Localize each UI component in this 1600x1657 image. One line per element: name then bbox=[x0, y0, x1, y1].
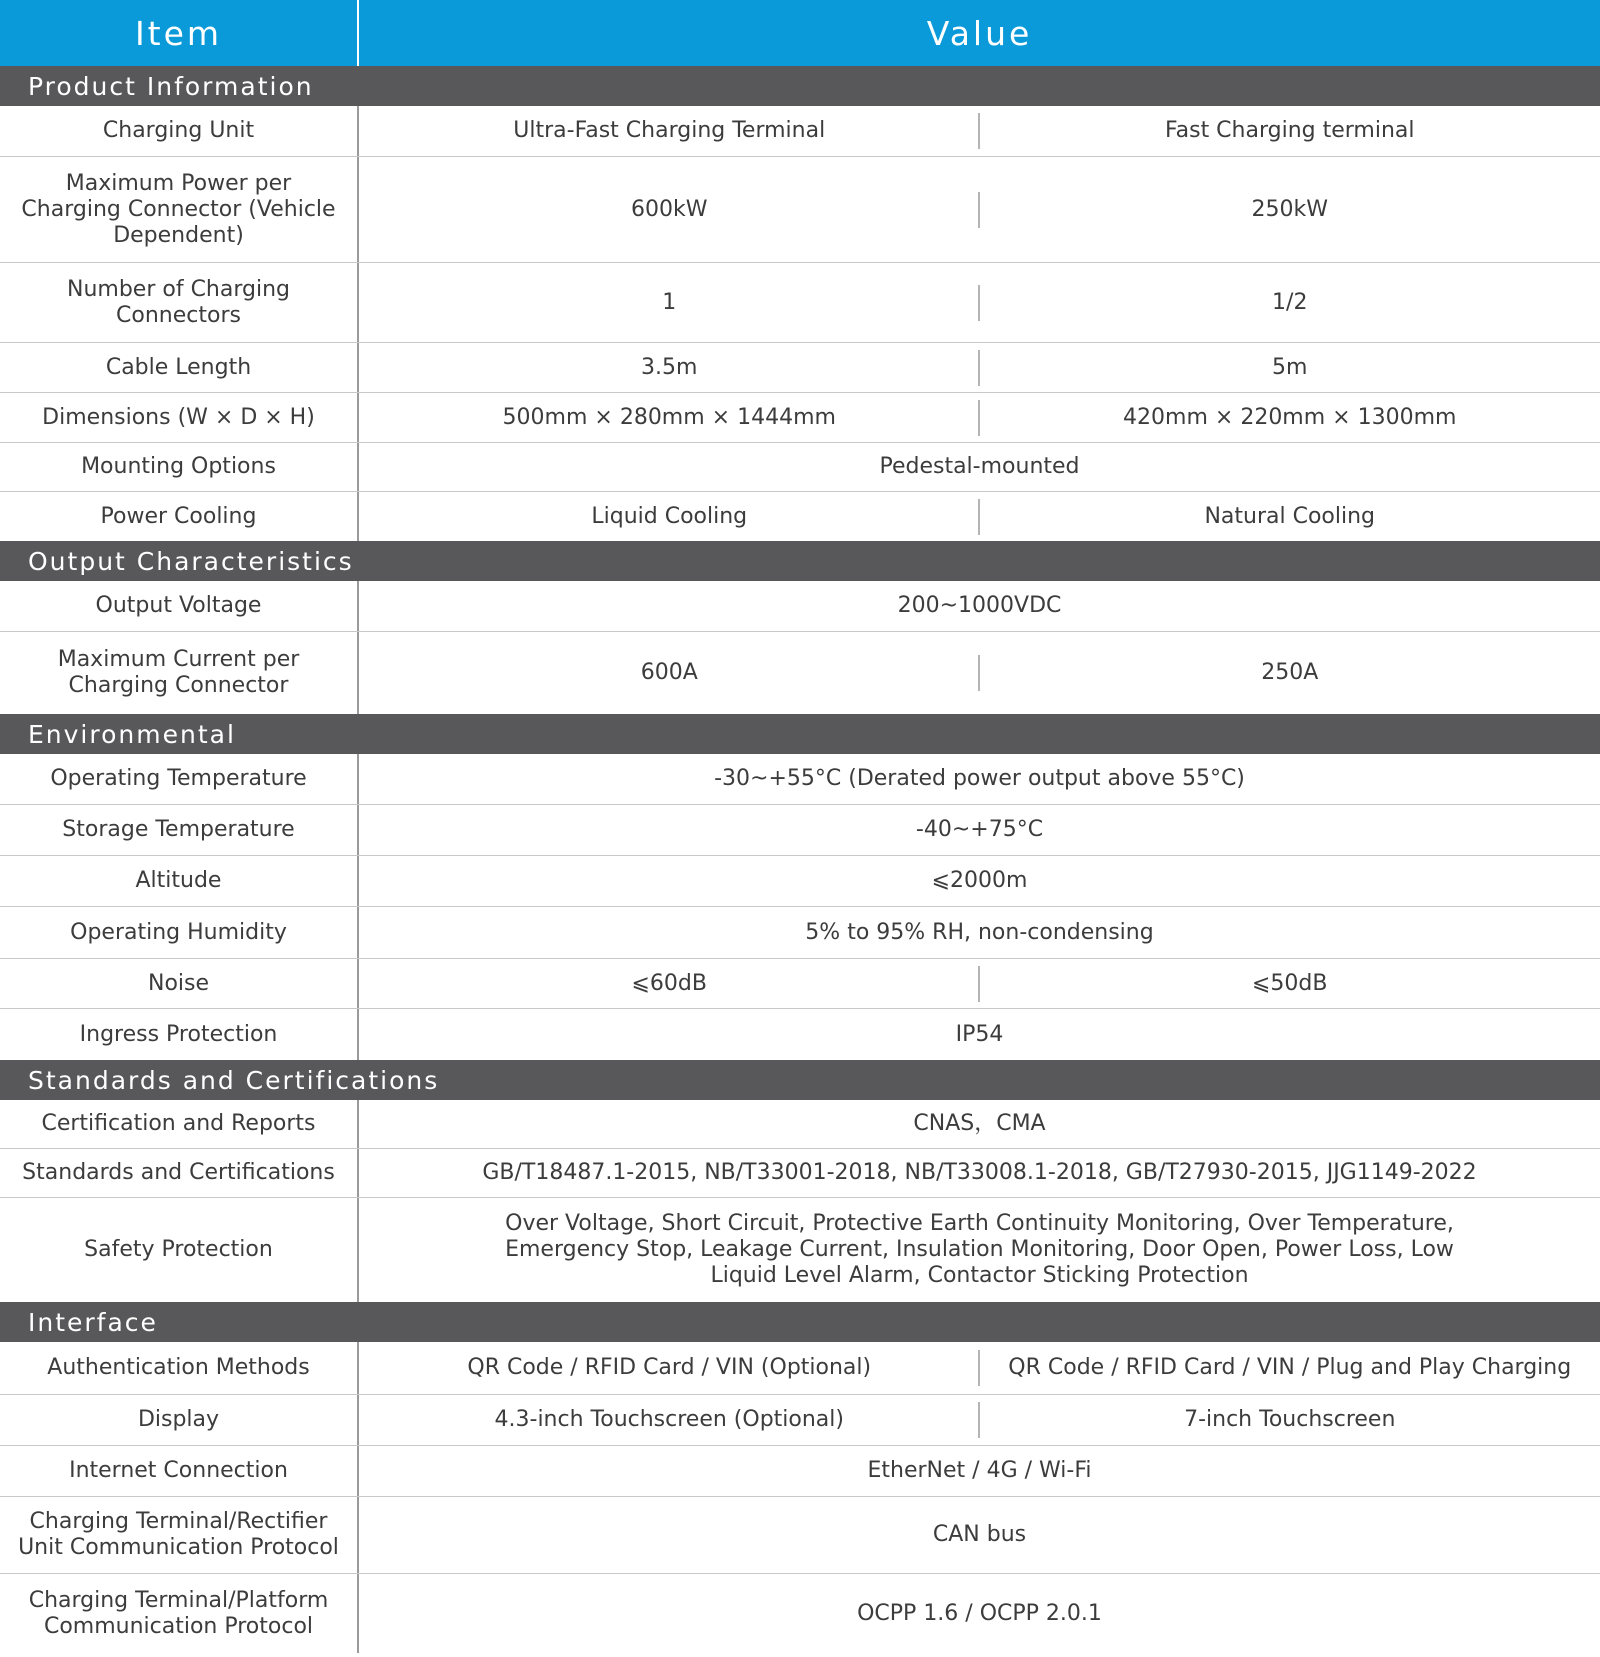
row-label: Charging Terminal/Platform Communication Protocol bbox=[0, 1574, 359, 1653]
section-interface: Interface bbox=[0, 1302, 1600, 1342]
row-max-current bbox=[0, 632, 1600, 714]
row-max-power bbox=[0, 157, 1600, 263]
header-value: Value bbox=[926, 13, 1033, 53]
value-shared: EtherNet / 4G / Wi-Fi bbox=[867, 1458, 1092, 1483]
row-dimensions bbox=[0, 393, 1600, 443]
row-label: Certification and Reports bbox=[0, 1100, 359, 1148]
value-shared: 5% to 95% RH, non-condensing bbox=[805, 919, 1154, 945]
value-shared: -40~+75°C bbox=[915, 817, 1044, 842]
value-ultra-fast: Ultra-Fast Charging Terminal bbox=[359, 118, 980, 144]
value-ultra-fast: 600A bbox=[359, 660, 980, 686]
value-ultra-fast: ⩽60dB bbox=[359, 971, 980, 997]
row-cable-length bbox=[0, 343, 1600, 393]
value-fast: Natural Cooling bbox=[1204, 503, 1376, 529]
row-ingress-protection bbox=[0, 1009, 1600, 1060]
value-fast: 1/2 bbox=[1272, 289, 1308, 315]
value-fast: ⩽50dB bbox=[1252, 970, 1328, 996]
header-item: Item bbox=[0, 0, 359, 66]
row-label: Maximum Power per Charging Connector (Vehicle Dependent) bbox=[0, 157, 359, 262]
value-shared: GB/T18487.1-2015, NB/T33001-2018, NB/T33008.1-2018, GB/T27930-2015, JJG1149-2022 bbox=[482, 1160, 1477, 1185]
row-power-cooling bbox=[0, 492, 1600, 541]
row-label: Internet Connection bbox=[0, 1446, 359, 1496]
table-header bbox=[0, 0, 1600, 66]
row-label: Display bbox=[0, 1395, 359, 1445]
row-label: Power Cooling bbox=[0, 492, 359, 541]
section-product-information: Product Information bbox=[0, 66, 1600, 106]
row-label: Authentication Methods bbox=[0, 1342, 359, 1394]
row-label: Cable Length bbox=[0, 343, 359, 392]
value-shared: IP54 bbox=[955, 1021, 1004, 1047]
row-standards-certifications bbox=[0, 1149, 1600, 1198]
row-label: Standards and Certifications bbox=[0, 1149, 359, 1197]
value-ultra-fast: Liquid Cooling bbox=[359, 504, 980, 530]
value-shared: Over Voltage, Short Circuit, Protective Earth Continuity Monitoring, Over Temperature, Emergency Stop, Leakage Current, Insulation Monitoring, Door Open, Power Loss, Low Liquid Level Alarm, Contactor Sticking Protection bbox=[505, 1211, 1454, 1288]
row-altitude bbox=[0, 856, 1600, 907]
row-rectifier-protocol bbox=[0, 1497, 1600, 1574]
value-shared: 200~1000VDC bbox=[897, 593, 1062, 618]
value-ultra-fast: 600kW bbox=[359, 197, 980, 223]
section-environmental: Environmental bbox=[0, 714, 1600, 754]
value-shared: -30~+55°C (Derated power output above 55°C) bbox=[714, 766, 1245, 791]
row-safety-protection bbox=[0, 1198, 1600, 1302]
value-shared: CNAS，CMA bbox=[913, 1111, 1046, 1136]
row-label: Safety Protection bbox=[0, 1198, 359, 1302]
row-label: Ingress Protection bbox=[0, 1009, 359, 1060]
row-display bbox=[0, 1395, 1600, 1446]
value-fast: 250kW bbox=[1251, 196, 1328, 222]
value-ultra-fast: 500mm × 280mm × 1444mm bbox=[359, 405, 980, 431]
value-fast: Fast Charging terminal bbox=[1164, 118, 1415, 143]
value-shared: Pedestal-mounted bbox=[879, 454, 1080, 479]
row-mounting bbox=[0, 443, 1600, 492]
value-ultra-fast: 3.5m bbox=[359, 355, 980, 381]
value-ultra-fast: QR Code / RFID Card / VIN (Optional) bbox=[359, 1355, 980, 1381]
row-operating-temperature bbox=[0, 754, 1600, 805]
row-label: Maximum Current per Charging Connector bbox=[0, 632, 359, 714]
row-label: Mounting Options bbox=[0, 443, 359, 491]
value-fast: 250A bbox=[1261, 660, 1319, 685]
section-standards-certifications: Standards and Certifications bbox=[0, 1060, 1600, 1100]
row-operating-humidity bbox=[0, 907, 1600, 959]
row-noise bbox=[0, 959, 1600, 1009]
section-output-characteristics: Output Characteristics bbox=[0, 541, 1600, 581]
value-fast: 5m bbox=[1272, 354, 1308, 380]
row-charging-unit bbox=[0, 106, 1600, 157]
row-storage-temperature bbox=[0, 805, 1600, 856]
row-label: Output Voltage bbox=[0, 581, 359, 631]
value-fast: 7-inch Touchscreen bbox=[1184, 1407, 1396, 1432]
value-shared: ⩽2000m bbox=[931, 868, 1028, 893]
row-authentication-methods bbox=[0, 1342, 1600, 1395]
value-shared: CAN bus bbox=[932, 1522, 1027, 1547]
row-label: Number of Charging Connectors bbox=[0, 263, 359, 342]
row-label: Noise bbox=[0, 959, 359, 1008]
row-output-voltage bbox=[0, 581, 1600, 632]
row-platform-protocol bbox=[0, 1574, 1600, 1653]
row-label: Charging Terminal/Rectifier Unit Communication Protocol bbox=[0, 1497, 359, 1573]
row-label: Altitude bbox=[0, 856, 359, 906]
value-ultra-fast: 4.3-inch Touchscreen (Optional) bbox=[359, 1407, 980, 1433]
row-label: Charging Unit bbox=[0, 106, 359, 156]
row-num-connectors bbox=[0, 263, 1600, 343]
value-fast: 420mm × 220mm × 1300mm bbox=[1123, 404, 1457, 430]
value-shared: OCPP 1.6 / OCPP 2.0.1 bbox=[857, 1600, 1102, 1626]
value-fast: QR Code / RFID Card / VIN / Plug and Play Charging bbox=[1008, 1355, 1572, 1380]
value-ultra-fast: 1 bbox=[359, 290, 980, 316]
row-certification-reports bbox=[0, 1100, 1600, 1149]
row-label: Operating Temperature bbox=[0, 754, 359, 804]
row-label: Storage Temperature bbox=[0, 805, 359, 855]
row-internet-connection bbox=[0, 1446, 1600, 1497]
row-label: Dimensions (W × D × H) bbox=[0, 393, 359, 442]
row-label: Operating Humidity bbox=[0, 907, 359, 958]
